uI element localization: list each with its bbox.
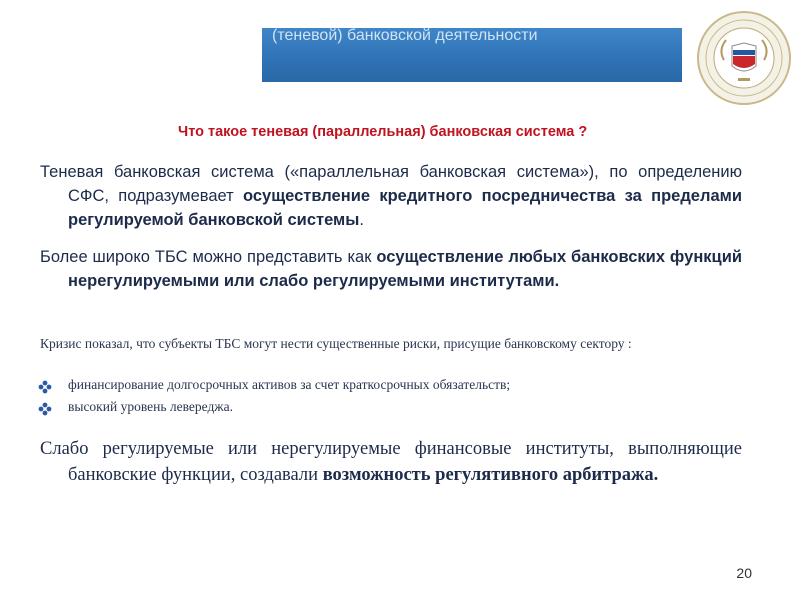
para1-text-b: ема («параллельная банковская система»), по определению СФС, подразумевает <box>68 163 743 205</box>
paragraph-definition <box>40 160 742 232</box>
diamond-bullet-icon <box>38 380 52 394</box>
paragraph-regulatory-arbitrage <box>40 436 742 488</box>
diamond-bullet-icon <box>38 402 52 416</box>
paragraph-crisis: Кризис показал, что субъекты ТБС могут нести существенные риски, присущие банковскому сектору : <box>40 336 632 351</box>
question-heading: Что такое теневая (параллельная) банковская система ? <box>178 124 588 140</box>
para4-bold: возможность регулятивного арбитража. <box>322 465 659 485</box>
para2-bold: осуществление любых банковских функций нерегулируемыми или слабо регулируемыми институтами. <box>68 248 742 290</box>
paragraph-broad-definition <box>40 245 742 293</box>
header-bar <box>0 0 800 112</box>
bullet-text: финансирование долгосрочных активов за счет краткосрочных обязательств; <box>68 377 511 392</box>
para1-text-c: . <box>359 211 364 229</box>
para2-text-a: Более широко ТБС можно представить как <box>40 248 377 266</box>
slide-title: (теневой) банковской деятельности <box>272 28 538 44</box>
list-item <box>38 374 742 396</box>
para1-text-a: Теневая банковская сист <box>40 163 245 181</box>
university-emblem-icon <box>696 10 792 106</box>
list-item <box>38 396 742 418</box>
bullet-list <box>38 374 742 418</box>
para4-text-a: Слабо регулируемые или нерегулируемые финансовые институты, выполняющие банковские функции, создавали <box>40 439 742 485</box>
para1-bold: осуществление кредитного посредничества за пределами регулируемой банковской системы <box>68 187 742 229</box>
title-band <box>262 28 682 82</box>
bullet-text: высокий уровень левереджа. <box>68 399 234 414</box>
page-number: 20 <box>736 565 752 581</box>
